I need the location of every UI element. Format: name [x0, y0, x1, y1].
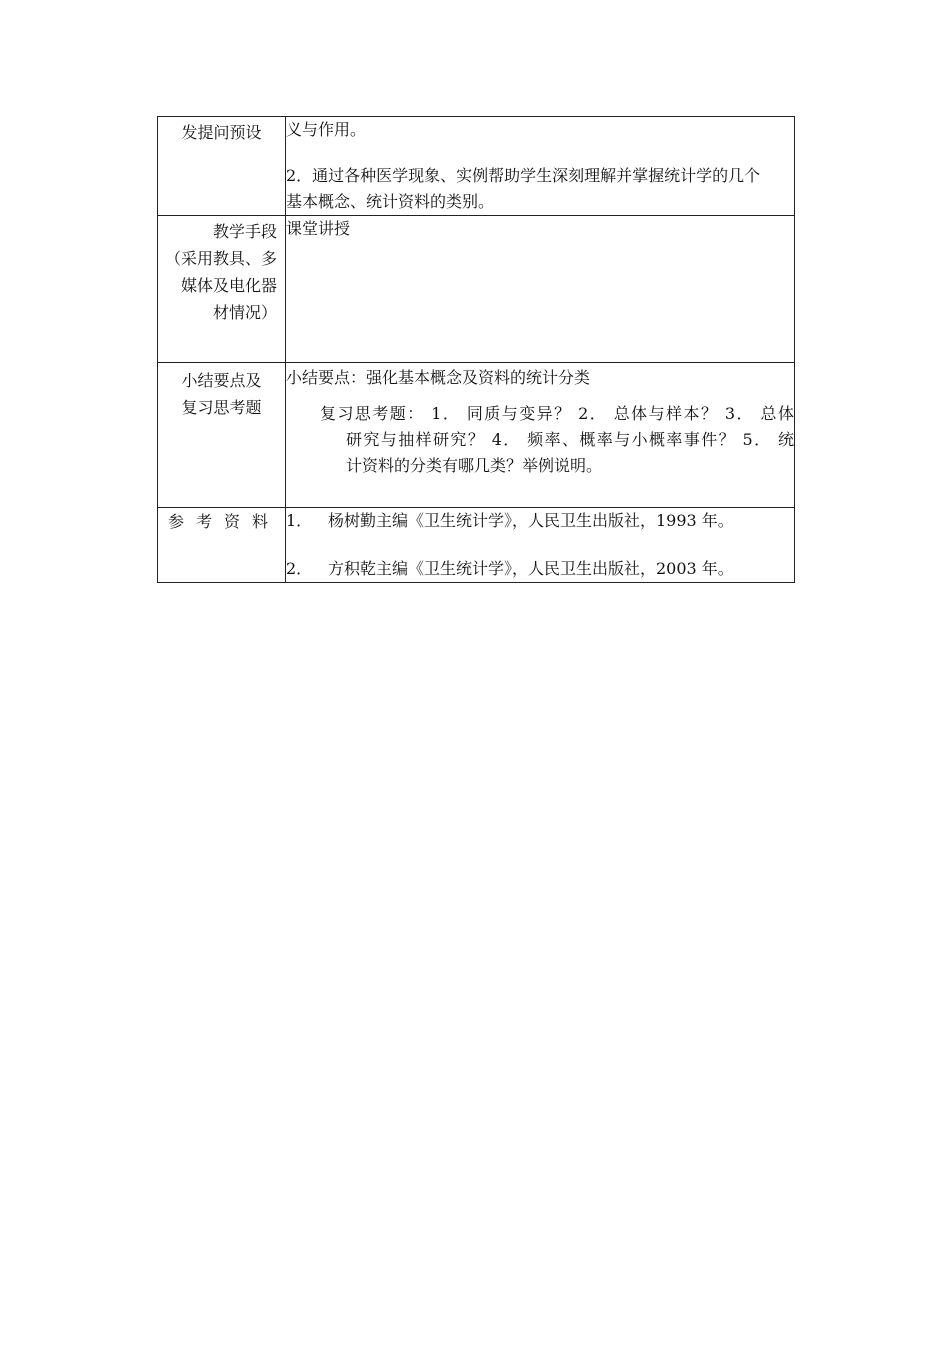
row-label-references	[158, 508, 286, 583]
table-row	[158, 508, 795, 583]
review-line: 计资料的分类有哪几类？举例说明。	[346, 456, 603, 475]
review-line: 复习思考题： 1． 同质与变异？ 2． 总体与样本？ 3． 总体	[320, 404, 794, 423]
reference-item	[286, 556, 794, 582]
lesson-plan-table	[157, 116, 795, 583]
reference-text: 方积乾主编《卫生统计学》，人民卫生出版社，2003 年。	[328, 559, 734, 578]
reference-number: 1．	[286, 511, 313, 530]
row-content-questions	[286, 117, 795, 216]
table-row	[158, 216, 795, 363]
content-line: 课堂讲授	[286, 219, 351, 238]
content-line: 2．通过各种医学现象、实例帮助学生深刻理解并掌握统计学的几个	[286, 166, 761, 185]
review-questions	[286, 401, 794, 479]
content-line: 义与作用。	[286, 120, 367, 139]
content-line: 基本概念、统计资料的类别。	[286, 192, 495, 211]
label-line: 小结要点及	[181, 371, 262, 390]
row-content-references	[286, 508, 795, 583]
row-content-summary-review	[286, 363, 795, 508]
row-label-questions	[158, 117, 286, 216]
reference-number: 2．	[286, 559, 313, 578]
summary-line: 小结要点：强化基本概念及资料的统计分类	[286, 368, 591, 387]
row-label-teaching-methods	[158, 216, 286, 363]
row-content-teaching-methods	[286, 216, 795, 363]
label-line: 材情况）	[212, 303, 277, 322]
table-row	[158, 117, 795, 216]
reference-text: 杨树勤主编《卫生统计学》，人民卫生出版社，1993 年。	[328, 511, 734, 530]
review-line: 研究与抽样研究？ 4． 频率、概率与小概率事件？ 5． 统	[346, 430, 794, 449]
label-line: 参考资料	[168, 512, 281, 531]
label-line: 发提问预设	[181, 123, 262, 142]
table-row	[158, 363, 795, 508]
label-line: 教学手段	[212, 222, 277, 241]
label-line: 媒体及电化器	[180, 276, 277, 295]
label-line: （采用教具、多	[164, 249, 277, 268]
reference-item	[286, 508, 794, 534]
label-line: 复习思考题	[181, 398, 262, 417]
row-label-summary-review	[158, 363, 286, 508]
